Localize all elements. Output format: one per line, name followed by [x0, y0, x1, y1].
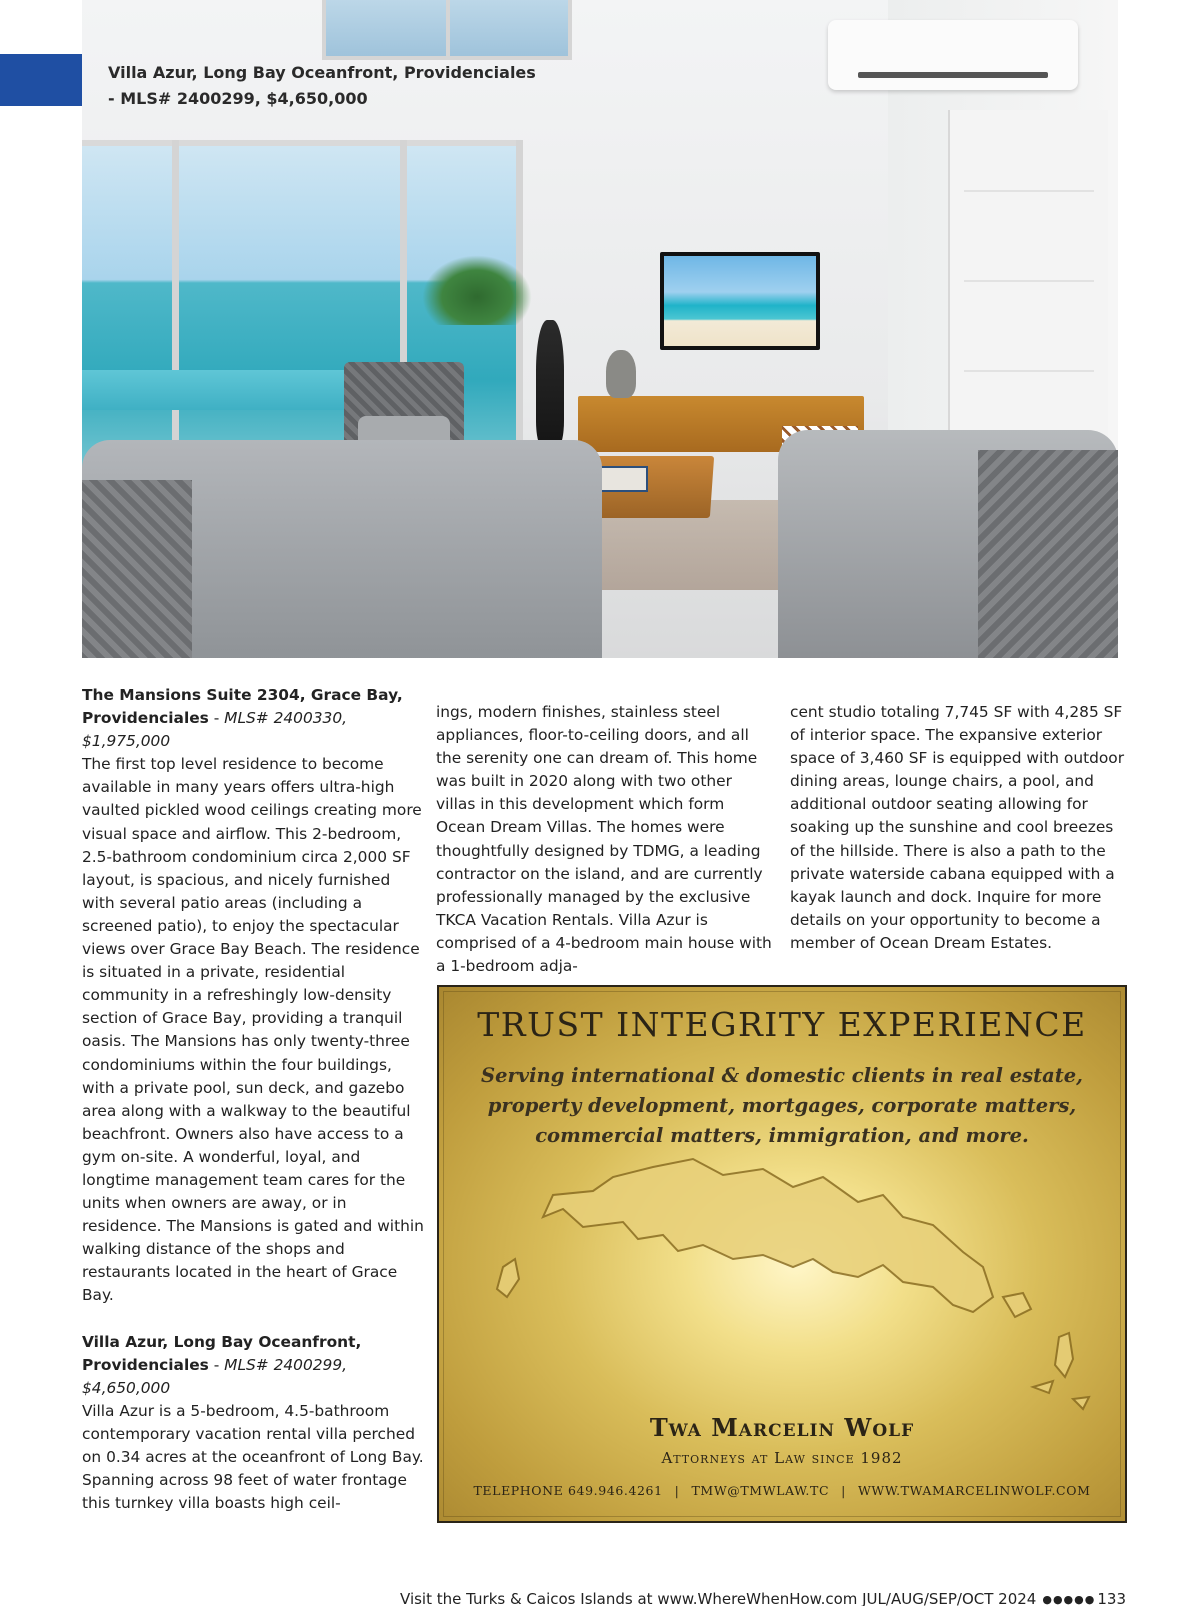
contact-separator: | — [841, 1483, 846, 1498]
ad-tagline: Attorneys at Law since 1982 — [661, 1449, 903, 1467]
article-column-3 — [790, 701, 1126, 955]
ad-headline: TRUST INTEGRITY EXPERIENCE — [477, 1005, 1087, 1044]
air-conditioner — [828, 20, 1078, 90]
buddha-head — [606, 350, 636, 398]
footer-dots: ●●●●● — [1042, 1593, 1096, 1606]
ad-website: WWW.TWAMARCELINWOLF.COM — [857, 1483, 1091, 1498]
listing-2-heading: Villa Azur, Long Bay Oceanfront, Providenciales — [82, 1332, 362, 1374]
listing-1-heading: The Mansions Suite 2304, Grace Bay, Providenciales — [82, 686, 403, 728]
ad-services-text: Serving international & domestic clients in real estate, property development, mortgages, corporate matters, commercial matters, immigration, and more. — [481, 1064, 1083, 1147]
listing-2-body-part-3: cent studio totaling 7,745 SF with 4,285 SF of interior space. The expansive exterior space of 3,460 SF is equipped with outdoor dining areas, lounge chairs, a pool, and additional outdoor seating allowing for soaking up the sunshine and cool breezes of the hillside. There is also a path to the private waterside cabana equipped with a kayak launch and dock. Inquire for more details on your opportunity to become a member of Ocean Dream Estates. — [790, 703, 1125, 952]
palm-tree — [422, 255, 532, 325]
listing-1-header — [82, 684, 426, 753]
section-tab — [0, 54, 82, 106]
listing-2-body-part-2: ings, modern finishes, stainless steel appliances, floor-to-ceiling doors, and all the serenity one can dream of. This home was built in 2020 along with two other villas in this development which form Ocean Dream Villas. The homes were thoughtfully designed by TDMG, a leading contractor on the island, and are currently professionally managed by the exclusive TKCA Vacation Rentals. Villa Azur is comprised of a 4-bedroom main house with a 1-bedroom adja- — [436, 703, 772, 976]
ad-contact-line — [439, 1483, 1125, 1498]
listing-1-mls-price: MLS# 2400330, $1,975,000 — [82, 709, 348, 751]
photo-caption — [108, 60, 548, 112]
wall-tv — [660, 252, 820, 350]
listing-2-body-part-1: Villa Azur is a 5-bedroom, 4.5-bathroom contemporary vacation rental villa perched on 0.34 acres at the oceanfront of Long Bay. Spanning across 98 feet of water frontage this turnkey villa boasts high ceil- — [82, 1401, 424, 1513]
law-firm-advertisement — [437, 985, 1127, 1523]
ad-email: TMW@TMWLAW.TC — [691, 1483, 830, 1498]
ad-telephone: TELEPHONE 649.946.4261 — [473, 1483, 663, 1498]
turks-caicos-map-icon — [463, 1147, 1103, 1447]
listing-2-mls-price: MLS# 2400299, $4,650,000 — [82, 1355, 348, 1397]
caption-line-2: - MLS# 2400299, $4,650,000 — [108, 89, 368, 108]
page-number: 133 — [1097, 1590, 1126, 1606]
sofa-wicker-frame — [978, 450, 1118, 658]
window-mullion — [172, 140, 179, 480]
cat-statue — [536, 320, 564, 446]
page-footer — [400, 1590, 1126, 1606]
contact-separator: | — [674, 1483, 680, 1498]
listing-2-header — [82, 1331, 426, 1400]
article-column-2 — [436, 701, 774, 978]
ad-firm-name: Twa Marcelin Wolf — [649, 1413, 915, 1442]
caption-line-1: Villa Azur, Long Bay Oceanfront, Providenciales — [108, 63, 536, 82]
clerestory-window — [322, 0, 572, 60]
listing-2-separator: - — [208, 1355, 225, 1374]
sofa-wicker-frame — [82, 480, 192, 658]
article-column-1 — [82, 684, 426, 1515]
listing-1-separator: - — [208, 709, 225, 728]
listing-1-body: The first top level residence to become available in many years offers ultra-high vaulted pickled wood ceilings creating more visual space and airflow. This 2-bedroom, 2.5-bathroom condominium circa 2,000 SF layout, is spacious, and nicely furnished with several patio areas (including a screened patio), to enjoy the spectacular views over Grace Bay Beach. The residence is situated in a private, residential community in a refreshingly low-density section of Grace Bay, providing a tranquil oasis. The Mansions has only twenty-three condominiums within the four buildings, with a private pool, sun deck, and gazebo area along with a walkway to the beautiful beachfront. Owners also have access to a gym on-site. A wonderful, loyal, and longtime management team cares for the units when owners are away, or in residence. The Mansions is gated and within walking distance of the shops and restaurants located in the heart of Grace Bay. — [82, 755, 424, 1305]
footer-text: Visit the Turks & Caicos Islands at www.WhereWhenHow.com JUL/AUG/SEP/OCT 2024 — [400, 1590, 1037, 1606]
